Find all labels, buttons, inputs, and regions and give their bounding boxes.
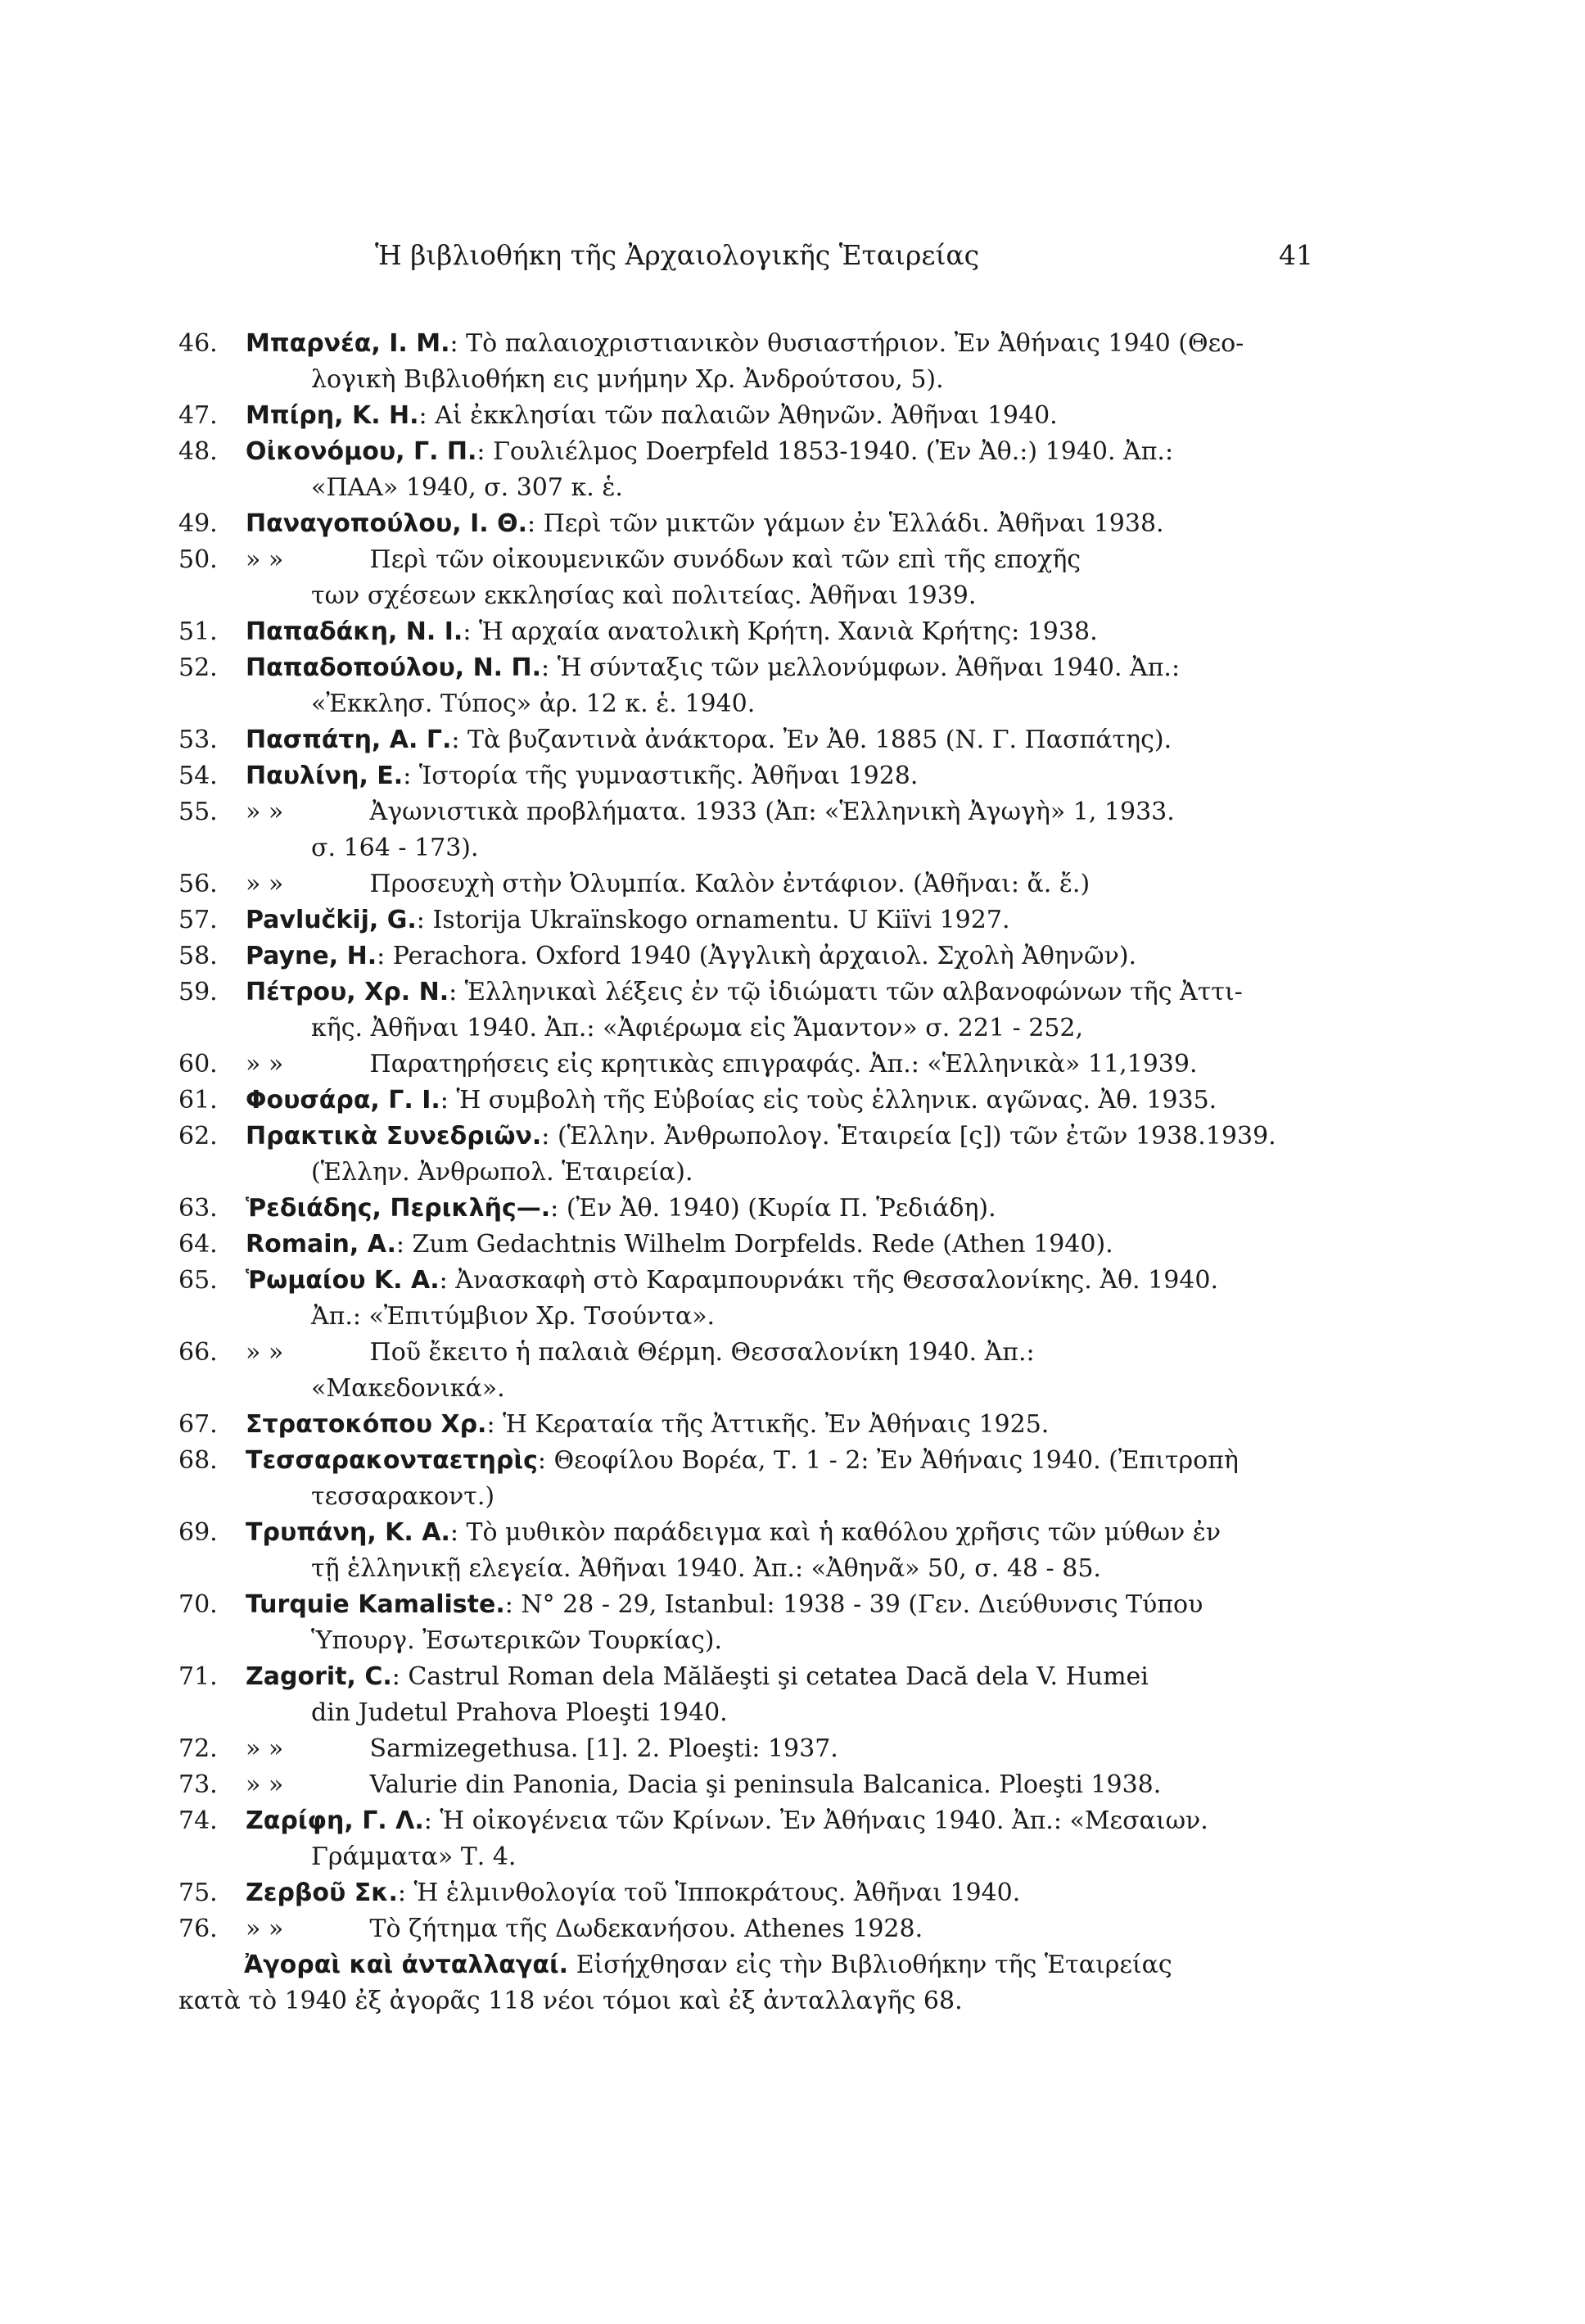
entry-text: Περὶ τῶν οἰκουμενικῶν συνόδων καὶ τῶν επὶ τῆς εποχῆς <box>369 545 1082 574</box>
entry-author: Romain, A. <box>246 1230 396 1259</box>
entry-body <box>246 1443 1308 1515</box>
entry-text: N° 28 - 29, Istanbul: 1938 - 39 (Γεν. Διεύθυνσις Τύπου <box>521 1590 1203 1619</box>
purchases-paragraph <box>178 1947 1308 2019</box>
entry-body <box>246 1119 1308 1191</box>
entry-line: Payne, H.: Perachora. Oxford 1940 (Ἀγγλικὴ ἀρχαιολ. Σχολὴ Ἀθηνῶν). <box>246 942 1137 970</box>
entry-number: 64. <box>178 1230 218 1259</box>
entry-body <box>246 1191 1308 1227</box>
entry-text: σ. 164 - 173). <box>311 834 479 862</box>
entry-body <box>246 974 1308 1047</box>
entry-line <box>246 470 1308 506</box>
entry-author: Παυλίνη, Ε. <box>246 762 404 790</box>
entry-number: 66. <box>178 1338 218 1367</box>
bibliography-entry <box>178 938 1308 974</box>
ditto-mark: » » <box>246 545 284 574</box>
entry-body <box>246 1911 1308 1947</box>
entry-body <box>246 1083 1308 1119</box>
bibliography-entry <box>178 542 1308 614</box>
entry-text: Ἡ οἰκογένεια τῶν Κρίνων. Ἐν Ἀθήναις 1940. Ἀπ.: «Μεσαιων. <box>440 1806 1208 1835</box>
entry-line <box>246 1767 1308 1803</box>
entry-line: Παπαδάκη, Ν. Ι.: Ἡ αρχαία ανατολικὴ Κρήτη. Χανιὰ Κρήτης: 1938. <box>246 617 1098 646</box>
entry-line: Ῥωμαίου Κ. Α.: Ἀνασκαφὴ στὸ Καραμπουρνάκι τῆς Θεσσαλονίκης. Ἀθ. 1940. <box>246 1266 1218 1295</box>
entry-line <box>246 1299 1308 1335</box>
entry-body <box>246 1335 1308 1407</box>
entry-body <box>246 722 1308 758</box>
entry-author: Παπαδοπούλου, Ν. Π. <box>246 653 542 682</box>
bibliography-entry <box>178 1407 1308 1443</box>
entry-author: Στρατοκόπου Χρ. <box>246 1410 487 1439</box>
entry-text: Ἡ συμβολὴ τῆς Εὐβοίας εἰς τοὺς ἑλληνικ. αγῶνας. Ἀθ. 1935. <box>456 1086 1217 1115</box>
entry-number: 59. <box>178 978 218 1006</box>
entry-line <box>246 1551 1308 1587</box>
entry-text: Sarmizegethusa. [1]. 2. Ploeşti: 1937. <box>369 1734 838 1763</box>
entry-text: Valurie din Panonia, Dacia şi peninsula Balcanica. Ploeşti 1938. <box>369 1770 1162 1799</box>
bibliography-entry <box>178 1659 1308 1731</box>
entry-number: 71. <box>178 1662 218 1691</box>
entry-body <box>246 434 1308 506</box>
entry-text: (Ἐν Ἀθ. 1940) (Κυρία Π. Ῥεδιάδη). <box>566 1194 996 1223</box>
entry-body <box>246 1263 1308 1335</box>
entry-author: Φουσάρα, Γ. Ι. <box>246 1086 440 1115</box>
entry-line: Ζαρίφη, Γ. Λ.: Ἡ οἰκογένεια τῶν Κρίνων. Ἐν Ἀθήναις 1940. Ἀπ.: «Μεσαιων. <box>246 1806 1208 1835</box>
entry-text: «ΠΑΑ» 1940, σ. 307 κ. ἑ. <box>311 473 623 502</box>
entry-number: 58. <box>178 942 218 970</box>
entry-line <box>246 578 1308 614</box>
entry-author: Πασπάτη, Α. Γ. <box>246 726 452 754</box>
entry-number: 75. <box>178 1879 218 1907</box>
entry-text: Perachora. Oxford 1940 (Ἀγγλικὴ ἀρχαιολ. Σχολὴ Ἀθηνῶν). <box>392 942 1137 970</box>
entry-author: Τρυπάνη, Κ. Α. <box>246 1518 450 1547</box>
entry-line <box>246 1335 1308 1371</box>
entry-text: Τὸ μυθικὸν παράδειγμα καὶ ἡ καθόλου χρῆσις τῶν μύθων ἐν <box>466 1518 1221 1547</box>
entry-author: Turquie Kamaliste. <box>246 1590 505 1619</box>
entry-text: Προσευχὴ στὴν Ὀλυμπία. Καλὸν ἐντάφιον. (Ἀθῆναι: ἄ. ἔ.) <box>369 870 1091 898</box>
entry-line: Πασπάτη, Α. Γ.: Τὰ βυζαντινὰ ἀνάκτορα. Ἐν Ἀθ. 1885 (Ν. Γ. Πασπάτης). <box>246 726 1172 754</box>
entry-number: 46. <box>178 329 218 358</box>
bibliography-entry <box>178 1083 1308 1119</box>
entry-body <box>246 1803 1308 1875</box>
entry-line: Ῥεδιάδης, Περικλῆς—.: (Ἐν Ἀθ. 1940) (Κυρία Π. Ῥεδιάδη). <box>246 1194 996 1223</box>
entry-text: Γουλιέλμος Doerpfeld 1853-1940. (Ἐν Ἀθ.:) 1940. Ἀπ.: <box>493 437 1174 466</box>
entry-text: τῇ ἑλληνικῇ ελεγεία. Ἀθῆναι 1940. Ἀπ.: «Ἀθηνᾶ» 50, σ. 48 - 85. <box>311 1554 1101 1583</box>
entry-number: 47. <box>178 401 218 430</box>
entry-number: 57. <box>178 906 218 934</box>
entry-number: 73. <box>178 1770 218 1799</box>
entry-text: Τὸ παλαιοχριστιανικὸν θυσιαστήριον. Ἐν Ἀθήναις 1940 (Θεο- <box>466 329 1244 358</box>
entry-body <box>246 1047 1308 1083</box>
entry-body <box>246 1515 1308 1587</box>
entry-text: Ἀνασκαφὴ στὸ Καραμπουρνάκι τῆς Θεσσαλονίκης. Ἀθ. 1940. <box>455 1266 1218 1295</box>
entry-line: Τρυπάνη, Κ. Α.: Τὸ μυθικὸν παράδειγμα καὶ ἡ καθόλου χρῆσις τῶν μύθων ἐν <box>246 1518 1221 1547</box>
entry-author: Ζαρίφη, Γ. Λ. <box>246 1806 424 1835</box>
entry-text: (Ἑλλην. Ἀνθρωπολογ. Ἑταιρεία [ς]) τῶν ἐτῶν 1938.1939. <box>557 1122 1276 1151</box>
entry-body <box>246 1659 1308 1731</box>
entry-line <box>246 1479 1308 1515</box>
entry-author: Payne, H. <box>246 942 377 970</box>
bibliography-entry <box>178 758 1308 794</box>
entry-number: 72. <box>178 1734 218 1763</box>
entry-number: 53. <box>178 726 218 754</box>
entry-line: Zagorit, C.: Castrul Roman dela Mălăeşti şi cetatea Dacă dela V. Humei <box>246 1662 1149 1691</box>
entry-author: Παπαδάκη, Ν. Ι. <box>246 617 463 646</box>
entry-text: Ἑλληνικαὶ λέξεις ἐν τῷ ἰδιώματι τῶν αλβανοφώνων τῆς Ἀττι- <box>464 978 1243 1006</box>
ditto-mark: » » <box>246 1734 284 1763</box>
entry-line: Παπαδοπούλου, Ν. Π.: Ἡ σύνταξις τῶν μελλονύμφων. Ἀθῆναι 1940. Ἀπ.: <box>246 653 1181 682</box>
entry-text: των σχέσεων εκκλησίας καὶ πολιτείας. Ἀθῆναι 1939. <box>311 581 977 610</box>
entry-line: Pavlučkij, G.: Istorija Ukraïnskogo ornamentu. U Kiïvi 1927. <box>246 906 1010 934</box>
entry-text: Zum Gedachtnis Wilhelm Dorpfelds. Rede (Athen 1940). <box>412 1230 1113 1259</box>
entry-author: Οἰκονόμου, Γ. Π. <box>246 437 477 466</box>
entry-number: 63. <box>178 1194 218 1223</box>
entry-author: Ῥεδιάδης, Περικλῆς—. <box>246 1194 551 1223</box>
ditto-mark: » » <box>246 870 284 898</box>
entry-text: Ἡ Κεραταία τῆς Ἀττικῆς. Ἐν Ἀθήναις 1925. <box>503 1410 1050 1439</box>
entry-line <box>246 794 1308 830</box>
entry-number: 52. <box>178 653 218 682</box>
entry-line <box>246 686 1308 722</box>
entry-number: 74. <box>178 1806 218 1835</box>
entry-text: Αἱ ἐκκλησίαι τῶν παλαιῶν Ἀθηνῶν. Ἀθῆναι 1940. <box>435 401 1058 430</box>
entry-line <box>246 866 1308 902</box>
entry-line: Μπαρνέα, Ι. Μ.: Τὸ παλαιοχριστιανικὸν θυσιαστήριον. Ἐν Ἀθήναις 1940 (Θεο- <box>246 329 1244 358</box>
entry-text: «Μακεδονικά». <box>311 1374 505 1403</box>
entry-line: Romain, A.: Zum Gedachtnis Wilhelm Dorpfelds. Rede (Athen 1940). <box>246 1230 1113 1259</box>
bibliography-entry <box>178 434 1308 506</box>
entry-text: Παρατηρήσεις εἰς κρητικὰς επιγραφάς. Ἀπ.: «Ἑλληνικὰ» 11,1939. <box>369 1050 1198 1078</box>
entry-author: Pavlučkij, G. <box>246 906 417 934</box>
bibliography-entry <box>178 506 1308 542</box>
entry-text: Ἱστορία τῆς γυμναστικῆς. Ἀθῆναι 1928. <box>418 762 919 790</box>
entry-author: Μπαρνέα, Ι. Μ. <box>246 329 450 358</box>
entry-line <box>246 1911 1308 1947</box>
entry-line: Παναγοπούλου, Ι. Θ.: Περὶ τῶν μικτῶν γάμων ἐν Ἑλλάδι. Ἀθῆναι 1938. <box>246 509 1164 538</box>
entry-line <box>246 830 1308 866</box>
entry-number: 61. <box>178 1086 218 1115</box>
entry-body <box>246 794 1308 866</box>
entry-text: Περὶ τῶν μικτῶν γάμων ἐν Ἑλλάδι. Ἀθῆναι 1938. <box>543 509 1164 538</box>
purchases-body <box>178 1947 1308 2019</box>
entry-text: Θεοφίλου Βορέα, Τ. 1 - 2: Ἐν Ἀθήναις 1940. (Ἐπιτροπὴ <box>553 1446 1239 1475</box>
entry-line <box>246 1623 1308 1659</box>
bibliography-entry <box>178 1263 1308 1335</box>
entry-body <box>246 398 1308 434</box>
bibliography-entry <box>178 1767 1308 1803</box>
entry-body <box>246 1731 1308 1767</box>
entry-author: Τεσσαρακονταετηρὶς <box>246 1446 538 1475</box>
bibliography-entry <box>178 974 1308 1047</box>
entry-number: 65. <box>178 1266 218 1295</box>
bibliography-entry <box>178 1119 1308 1191</box>
entry-text: Τὰ βυζαντινὰ ἀνάκτορα. Ἐν Ἀθ. 1885 (Ν. Γ. Πασπάτης). <box>467 726 1172 754</box>
entry-text: Ἡ σύνταξις τῶν μελλονύμφων. Ἀθῆναι 1940. Ἀπ.: <box>557 653 1181 682</box>
bibliography-entry <box>178 1443 1308 1515</box>
entry-text: λογικὴ Βιβλιοθήκη εις μνήμην Χρ. Ἀνδρούτσου, 5). <box>311 365 944 394</box>
entry-body <box>246 902 1308 938</box>
bibliography-entry <box>178 326 1308 398</box>
entry-line <box>246 542 1308 578</box>
entry-text: (Ἑλλην. Ἀνθρωπολ. Ἑταιρεία). <box>311 1158 693 1187</box>
entry-author: Zagorit, C. <box>246 1662 392 1691</box>
entry-body <box>246 1587 1308 1659</box>
entry-author: Πρακτικὰ Συνεδριῶν. <box>246 1122 542 1151</box>
entry-line: Οἰκονόμου, Γ. Π.: Γουλιέλμος Doerpfeld 1853-1940. (Ἐν Ἀθ.:) 1940. Ἀπ.: <box>246 437 1174 466</box>
entry-number: 68. <box>178 1446 218 1475</box>
bibliography-entry <box>178 1875 1308 1911</box>
entry-number: 55. <box>178 798 218 826</box>
entry-number: 69. <box>178 1518 218 1547</box>
entry-body <box>246 938 1308 974</box>
entry-number: 60. <box>178 1050 218 1078</box>
entry-text: Ἀπ.: «Ἐπιτύμβιον Χρ. Τσούντα». <box>311 1302 716 1331</box>
bibliography-entry <box>178 650 1308 722</box>
entry-text: κῆς. Ἀθῆναι 1940. Ἀπ.: «Ἀφιέρωμα εἰς Ἄμαντον» σ. 221 - 252, <box>311 1014 1084 1042</box>
entry-line: Μπίρη, Κ. Η.: Αἱ ἐκκλησίαι τῶν παλαιῶν Ἀθηνῶν. Ἀθῆναι 1940. <box>246 401 1058 430</box>
entry-number: 56. <box>178 870 218 898</box>
entry-body <box>246 542 1308 614</box>
entry-text: τεσσαρακοντ.) <box>311 1482 495 1511</box>
entry-line <box>246 1839 1308 1875</box>
entry-author: Ῥωμαίου Κ. Α. <box>246 1266 440 1295</box>
entry-line <box>246 1371 1308 1407</box>
entry-text: din Judetul Prahova Ploeşti 1940. <box>311 1698 728 1727</box>
entry-line <box>246 1047 1308 1083</box>
page-number: 41 <box>1279 239 1313 271</box>
bibliography-entry <box>178 866 1308 902</box>
bibliography-entry <box>178 1587 1308 1659</box>
entry-text: Ἡ ἑλμινθολογία τοῦ Ἱπποκράτους. Ἀθῆναι 1940. <box>413 1879 1021 1907</box>
purchases-line <box>178 1947 1308 1983</box>
entry-line: Πέτρου, Χρ. Ν.: Ἑλληνικαὶ λέξεις ἐν τῷ ἰδιώματι τῶν αλβανοφώνων τῆς Ἀττι- <box>246 978 1243 1006</box>
entry-body <box>246 1227 1308 1263</box>
bibliography-list <box>178 326 1308 2019</box>
entry-text: Castrul Roman dela Mălăeşti şi cetatea Dacă dela V. Humei <box>408 1662 1149 1691</box>
entry-text: Ἡ αρχαία ανατολικὴ Κρήτη. Χανιὰ Κρήτης: 1938. <box>478 617 1098 646</box>
entry-text: Ὑπουργ. Ἐσωτερικῶν Τουρκίας). <box>311 1626 722 1655</box>
bibliography-entry <box>178 794 1308 866</box>
purchases-heading: Ἀγοραὶ καὶ ἀνταλλαγαί. <box>244 1951 569 1979</box>
ditto-mark: » » <box>246 1050 284 1078</box>
entry-number: 67. <box>178 1410 218 1439</box>
entry-body <box>246 1875 1308 1911</box>
entry-line <box>246 1731 1308 1767</box>
bibliography-entry <box>178 398 1308 434</box>
entry-number: 54. <box>178 762 218 790</box>
bibliography-entry <box>178 1227 1308 1263</box>
bibliography-entry <box>178 1803 1308 1875</box>
entry-body <box>246 506 1308 542</box>
entry-number: 51. <box>178 617 218 646</box>
entry-author: Πέτρου, Χρ. Ν. <box>246 978 449 1006</box>
entry-body <box>246 1767 1308 1803</box>
bibliography-entry <box>178 1335 1308 1407</box>
bibliography-entry <box>178 614 1308 650</box>
entry-text: Ποῦ ἔκειτο ἡ παλαιὰ Θέρμη. Θεσσαλονίκη 1940. Ἀπ.: <box>369 1338 1035 1367</box>
bibliography-entry <box>178 902 1308 938</box>
purchases-text: κατὰ τὸ 1940 ἐξ ἀγορᾶς 118 νέοι τόμοι καὶ ἐξ ἀνταλλαγῆς 68. <box>178 1987 963 2015</box>
entry-line: Παυλίνη, Ε.: Ἱστορία τῆς γυμναστικῆς. Ἀθῆναι 1928. <box>246 762 919 790</box>
entry-number: 76. <box>178 1915 218 1943</box>
bibliography-entry <box>178 1047 1308 1083</box>
entry-line <box>246 1011 1308 1047</box>
entry-line: Φουσάρα, Γ. Ι.: Ἡ συμβολὴ τῆς Εὐβοίας εἰς τοὺς ἑλληνικ. αγῶνας. Ἀθ. 1935. <box>246 1086 1217 1115</box>
entry-text: Γράμματα» Τ. 4. <box>311 1842 517 1871</box>
entry-body <box>246 866 1308 902</box>
entry-text: Ἀγωνιστικὰ προβλήματα. 1933 (Ἀπ: «Ἑλληνικὴ Ἀγωγὴ» 1, 1933. <box>369 798 1175 826</box>
ditto-mark: » » <box>246 1338 284 1367</box>
bibliography-entry <box>178 1731 1308 1767</box>
entry-number: 62. <box>178 1122 218 1151</box>
entry-author: Μπίρη, Κ. Η. <box>246 401 419 430</box>
entry-line: Πρακτικὰ Συνεδριῶν.: (Ἑλλην. Ἀνθρωπολογ. Ἑταιρεία [ς]) τῶν ἐτῶν 1938.1939. <box>246 1122 1276 1151</box>
bibliography-entry <box>178 1515 1308 1587</box>
entry-line: Turquie Kamaliste.: N° 28 - 29, Istanbul: 1938 - 39 (Γεν. Διεύθυνσις Τύπου <box>246 1590 1203 1619</box>
ditto-mark: » » <box>246 1770 284 1799</box>
entry-number: 48. <box>178 437 218 466</box>
purchases-line <box>178 1983 1308 2019</box>
entry-text: Istorija Ukraïnskogo ornamentu. U Kiïvi 1927. <box>432 906 1010 934</box>
entry-text: Τὸ ζήτημα τῆς Δωδεκανήσου. Athenes 1928. <box>369 1915 923 1943</box>
bibliography-entry <box>178 1911 1308 1947</box>
entry-number: 49. <box>178 509 218 538</box>
entry-body <box>246 650 1308 722</box>
entry-author: Ζερβοῦ Σκ. <box>246 1879 398 1907</box>
ditto-mark: » » <box>246 798 284 826</box>
entry-body <box>246 326 1308 398</box>
entry-line <box>246 362 1308 398</box>
entry-body <box>246 758 1308 794</box>
running-header <box>375 239 1313 271</box>
entry-body <box>246 1407 1308 1443</box>
entry-line: Ζερβοῦ Σκ.: Ἡ ἑλμινθολογία τοῦ Ἱπποκράτους. Ἀθῆναι 1940. <box>246 1879 1021 1907</box>
bibliography-entry <box>178 722 1308 758</box>
entry-line: Στρατοκόπου Χρ.: Ἡ Κεραταία τῆς Ἀττικῆς. Ἐν Ἀθήναις 1925. <box>246 1410 1050 1439</box>
entry-line <box>246 1695 1308 1731</box>
running-title: Ἡ βιβλιοθήκη τῆς Ἀρχαιολογικῆς Ἑταιρείας <box>375 239 980 271</box>
entry-line: Τεσσαρακονταετηρὶς: Θεοφίλου Βορέα, Τ. 1 - 2: Ἐν Ἀθήναις 1940. (Ἐπιτροπὴ <box>246 1446 1239 1475</box>
entry-author: Παναγοπούλου, Ι. Θ. <box>246 509 528 538</box>
entry-number: 50. <box>178 545 218 574</box>
bibliography-entry <box>178 1191 1308 1227</box>
entry-line <box>246 1155 1308 1191</box>
entry-number: 70. <box>178 1590 218 1619</box>
entry-text: «Ἐκκλησ. Τύπος» ἀρ. 12 κ. ἑ. 1940. <box>311 690 756 718</box>
entry-body <box>246 614 1308 650</box>
ditto-mark: » » <box>246 1915 284 1943</box>
purchases-text: Εἰσήχθησαν εἰς τὴν Βιβλιοθήκην τῆς Ἑταιρείας <box>576 1951 1172 1979</box>
